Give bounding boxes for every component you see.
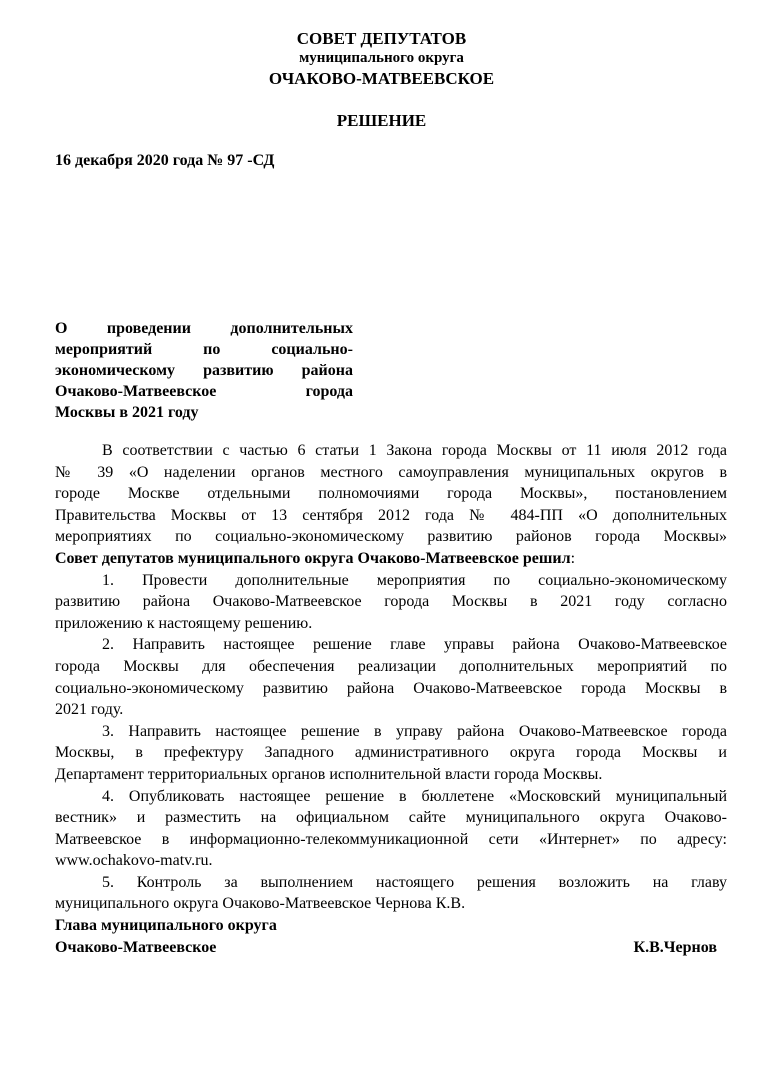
- text-line: города Москвы для обеспечения реализации дополнительных мероприятий по: [55, 657, 727, 675]
- subject-word: О: [55, 320, 68, 337]
- text-line: приложению к настоящему решению.: [55, 614, 313, 632]
- text-line: вестник» и разместить на официальном сайте муниципального округа Очаково-: [55, 809, 727, 827]
- subject-word: дополнительных: [230, 320, 353, 337]
- document-date-number: 16 декабря 2020 года № 97 -СД: [55, 152, 275, 169]
- signatory-name: К.В.Чернов: [633, 939, 717, 956]
- text-line: 1. Провести дополнительные мероприятия по социально-экономическому: [102, 571, 727, 589]
- subject-word: проведении: [106, 320, 191, 337]
- subject-word: экономическому: [55, 362, 175, 379]
- subject-word: социально-: [271, 341, 353, 358]
- subject-line: [55, 381, 353, 402]
- document-header: [0, 28, 763, 89]
- subject-word: мероприятий: [55, 341, 153, 358]
- decision-item-3: [55, 721, 727, 786]
- document-body: [55, 440, 727, 915]
- subject-word: Очаково-Матвеевское: [55, 383, 217, 400]
- council-title: СОВЕТ ДЕПУТАТОВ: [296, 29, 467, 48]
- preamble-paragraph: [55, 440, 727, 570]
- text-line: муниципального округа Очаково-Матвеевское Чернова К.В.: [55, 895, 466, 913]
- decision-item-1: [55, 570, 727, 635]
- text-line: www.ochakovo-matv.ru.: [55, 852, 213, 870]
- council-subtitle: муниципального округа: [299, 50, 464, 66]
- subject-word: по: [203, 341, 221, 358]
- subject-line: [55, 318, 353, 339]
- text-line: 2. Направить настоящее решение главе управы района Очаково-Матвеевское: [102, 636, 727, 654]
- subject-line: Москвы в 2021 году: [55, 404, 199, 421]
- text-line: № 39 «О наделении органов местного самоуправления муниципальных округов в: [55, 463, 727, 481]
- document-subject: [55, 318, 353, 423]
- text-line: 5. Контроль за выполнением настоящего решения возложить на главу: [102, 873, 727, 891]
- decision-item-5: [55, 872, 727, 915]
- signature-block: [55, 915, 717, 959]
- text-line: Матвеевское в информационно-телекоммуникационной сети «Интернет» по адресу:: [55, 830, 727, 848]
- decision-item-4: [55, 786, 727, 872]
- subject-line: [55, 360, 353, 381]
- subject-word: города: [305, 383, 353, 400]
- council-decision-phrase: Совет депутатов муниципального округа Очаково-Матвеевское решил: [55, 549, 571, 567]
- text-line: Москвы, в префектуру Западного административного округа города Москвы и: [55, 744, 727, 762]
- text-line: 3. Направить настоящее решение в управу района Очаково-Матвеевское города: [102, 722, 727, 740]
- colon: :: [570, 549, 576, 567]
- text-line: социально-экономическому развитию района Очаково-Матвеевское города Москвы в: [55, 679, 727, 697]
- text-line: 2021 году.: [55, 701, 124, 719]
- district-name: ОЧАКОВО-МАТВЕЕВСКОЕ: [268, 69, 495, 88]
- text-line: развитию района Очаково-Матвеевское города Москвы в 2021 году согласно: [55, 593, 727, 611]
- text-line: Правительства Москвы от 13 сентября 2012 года № 484-ПП «О дополнительных: [55, 506, 727, 524]
- subject-word: района: [301, 362, 353, 379]
- text-line: 4. Опубликовать настоящее решение в бюллетене «Московский муниципальный: [102, 787, 727, 805]
- subject-word: развитию: [203, 362, 274, 379]
- text-line: мероприятиях по социально-экономическому развитию районов города Москвы»: [55, 528, 727, 546]
- signature-row: [55, 937, 717, 959]
- text-line: городе Москве отдельными полномочиями города Москвы», постановлением: [55, 485, 727, 503]
- signatory-title: Глава муниципального округа: [55, 917, 277, 934]
- signatory-district: Очаково-Матвеевское: [55, 939, 217, 956]
- document-type: РЕШЕНИЕ: [336, 111, 427, 130]
- text-line: Департамент территориальных органов исполнительной власти города Москвы.: [55, 765, 603, 783]
- text-line: В соответствии с частью 6 статьи 1 Закона города Москвы от 11 июля 2012 года: [102, 442, 727, 459]
- subject-line: [55, 339, 353, 360]
- text-line: [55, 548, 727, 570]
- decision-item-2: [55, 634, 727, 720]
